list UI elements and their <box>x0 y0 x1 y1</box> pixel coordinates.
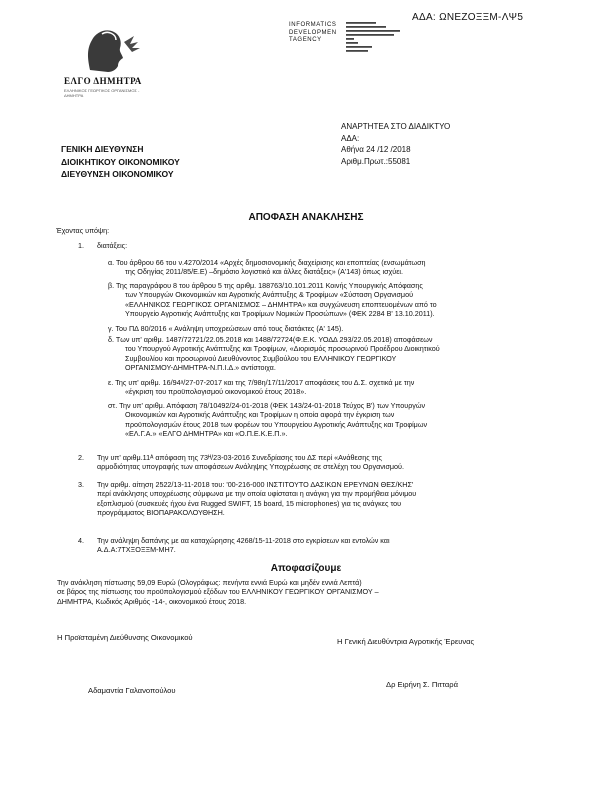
directorate-block <box>61 143 180 181</box>
clause-d <box>108 335 554 372</box>
decision-line: σε βάρος της πίστωσης του προϋπολογισμού εξόδων του ΕΛΛΗΝΙΚΟΥ ΓΕΩΡΓΙΚΟΥ ΟΡΓΑΝΙΣΜΟΥ – <box>57 587 379 597</box>
protocol-number: Αριθμ.Πρωτ.:55081 <box>341 156 411 166</box>
decision-line: Την ανάκληση πίστωσης 59,09 Ευρώ (Ολογράφως: πενήντα εννιά Ευρώ και μηδέν εννιά Λεπτά) <box>57 578 362 587</box>
directorate-line: ΔΙΟΙΚΗΤΙΚΟΥ ΟΙΚΟΝΟΜΙΚΟΥ <box>61 156 180 167</box>
decision-heading: Αποφασίζουμε <box>270 563 342 574</box>
item-number: 1. <box>78 241 84 250</box>
clause-a <box>108 258 554 277</box>
decision-text <box>57 578 557 606</box>
considering-heading: Έχοντας υπόψη: <box>56 226 110 235</box>
informatics-block <box>289 22 337 45</box>
clause-line: γ. Του ΠΔ 80/2016 « Ανάληψη υποχρεώσεων από τους διατάκτες (Α' 145). <box>108 324 344 333</box>
clause-b <box>108 281 554 318</box>
fineprint-lines-icon <box>346 22 402 56</box>
signatory-role-right: Η Γενική Διευθύντρια Αγροτικής Έρευνας <box>337 637 475 646</box>
item-number: 4. <box>78 536 84 545</box>
clause-e <box>108 378 554 397</box>
decision-line: ΔΗΜΗΤΡΑ, Κωδικός Αριθμός -14-, οικονομικού έτους 2018. <box>57 596 247 606</box>
clause-line: «ΕΛ.Γ.Α.» «ΕΛΓΟ ΔΗΜΗΤΡΑ» και «Ο.Π.Ε.Κ.Ε.Π.». <box>125 428 288 438</box>
clause-line: Υπουργείο Αγροτικής Ανάπτυξης και Τροφίμων Νομικών Προσώπων» (ΦΕΚ 2284 Β' 13.10.2011). <box>125 308 435 318</box>
signatory-name-right: Δρ Ειρήνη Σ. Πιτταρά <box>386 680 459 689</box>
publish-notice: ΑΝΑΡΤΗΤΕΑ ΣΤΟ ΔΙΑΔΙΚΤΥΟ <box>341 122 451 131</box>
item-line: εξοπλισμού (συσκευές ήχου ένα Rugged SWIFT, 15 board, 15 microphones) για τις ανάγκες του <box>97 498 402 508</box>
clause-line: α. Του άρθρου 66 του ν.4270/2014 «Αρχές δημοσιονομικής διαχείρισης και εποπτείας (ενσωμάτωση <box>108 258 426 267</box>
item-line: προγράμματος ΒΙΟΠΑΡΑΚΟΛΟΥΘΗΣΗ. <box>97 507 225 517</box>
publish-block <box>341 121 450 167</box>
clause-line: των Υπουργών Οικονομικών και Αγροτικής Ανάπτυξης & Τροφίμων «Σύσταση Οργανισμού <box>125 290 414 300</box>
ada-label: ΑΔΑ: <box>341 133 360 143</box>
signatory-name-left: Αδαμαντία Γαλανοπούλου <box>88 686 176 695</box>
item-line: Την υπ' αριθμ.11ᴬ απόφαση της 73ᴴ/23-03-2016 Συνεδρίασης του ΔΣ περί «Ανάθεσης της <box>97 453 382 462</box>
signatory-role-left: Η Προϊσταμένη Διεύθυνσης Οικονομικού <box>57 633 193 642</box>
clause-line: του Υπουργού Αγροτικής Ανάπτυξης και Τροφίμων, «Διορισμός προσωρινού Προέδρου Διοικητικού <box>125 344 440 354</box>
item-2 <box>97 453 555 472</box>
item-line: αρμοδιότητας υπογραφής των αποφάσεων Ανάληψης Υποχρέωσης σε στελέχη του Οργανισμού. <box>97 462 404 472</box>
clause-line: ε. Της υπ' αριθμ. 16/94ᵃ/27-07-2017 και της 7/98η/17/11/2017 αποφάσεις του Δ.Σ. σχετικά με την <box>108 378 415 387</box>
clause-line: της Οδηγίας 2011/85/Ε.Ε) –δημόσιο λογιστικό και άλλες διατάξεις» (Α'143) όπως ισχύει. <box>125 267 404 277</box>
clause-line: «ΕΛΛΗΝΙΚΟΣ ΓΕΩΡΓΙΚΟΣ ΟΡΓΑΝΙΣΜΟΣ – ΔΗΜΗΤΡΑ» και συγχώνευση εποπτευομένων από το <box>125 299 437 309</box>
logo-name: ΕΛΓΟ ΔΗΜΗΤΡΑ <box>64 76 142 86</box>
directorate-line: ΓΕΝΙΚΗ ΔΙΕΥΘΥΝΣΗ <box>61 144 144 154</box>
informatics-line: DEVELOPMEN <box>289 29 337 36</box>
clause-line: «έγκριση του προϋπολογισμού οικονομικού έτους 2018». <box>125 387 307 397</box>
informatics-line: TAGENCY <box>289 37 322 43</box>
item-line: περί ανάκλησης υποχρέωσης σύμφωνα με την οποία υφίσταται η ανάγκη για την προμήθεια μόνιμου <box>97 489 417 499</box>
document-title: ΑΠΟΦΑΣΗ ΑΝΑΚΛΗΣΗΣ <box>248 212 364 223</box>
clause-line: β. Της παραγράφου 8 του άρθρου 5 της αριθμ. 188763/10.101.2011 Κοινής Υπουργικής Απόφασης <box>108 281 423 290</box>
item-4 <box>97 536 555 555</box>
head-emblem-icon <box>62 20 152 76</box>
clause-line: Οικονομικών και Αγροτικής Ανάπτυξης και Τροφίμων η οποία αφορά την έγκριση των <box>125 410 395 420</box>
clause-g <box>108 324 554 333</box>
item-line: Α.Δ.Α:7ΤΧΞΟΞΞΜ-ΜΗ7. <box>97 545 176 555</box>
item-text: διατάξεις: <box>97 241 128 250</box>
agency-fineprint <box>346 22 402 58</box>
item-line: Την αριθμ. αίτηση 2522/13-11-2018 του: '00-216-000 ΙΝΣΤΙΤΟΥΤΟ ΔΑΣΙΚΩΝ ΕΡΕΥΝΩΝ ΘΕΣ/ΚΗΣ' <box>97 480 414 489</box>
item-line: Την ανάληψη δαπάνης με αα καταχώρησης 4268/15-11-2018 στο εγκρίσεων και εντολών και <box>97 536 390 545</box>
clause-line: Συμβουλίου και προσωρινού Διευθύνοντος Συμβούλου του ΕΛΛΗΝΙΚΟΥ ΓΕΩΡΓΙΚΟΥ <box>125 353 397 363</box>
clause-line: ΟΡΓΑΝΙΣΜΟΥ-ΔΗΜΗΤΡΑ-Ν.Π.Ι.Δ.» αντίστοιχα. <box>125 362 276 372</box>
clause-st <box>108 401 554 438</box>
item-3 <box>97 480 555 517</box>
ada-code: ΑΔΑ: ΩΝΕΖΟΞΞΜ-ΛΨ5 <box>412 12 524 23</box>
item-number: 2. <box>78 453 84 462</box>
clause-line: δ. Των υπ' αριθμ. 1487/72721/22.05.2018 και 1488/72724(Φ.Ε.Κ. ΥΟΔΔ 293/22.05.2018) αποφάσεων <box>108 335 433 344</box>
directorate-line: ΔΙΕΥΘΥΝΣΗ ΟΙΚΟΝΟΜΙΚΟΥ <box>61 169 174 179</box>
date: Αθήνα 24 /12 /2018 <box>341 145 411 154</box>
logo-subtitle: ΕΛΛΗΝΙΚΟΣ ΓΕΩΡΓΙΚΟΣ ΟΡΓΑΝΙΣΜΟΣ - ΔΗΜΗΤΡΑ <box>64 88 140 98</box>
item-number: 3. <box>78 480 84 489</box>
clause-line: στ. Την υπ' αριθμ. Απόφαση 78/10492/24-01-2018 (ΦΕΚ 143/24-01-2018 Τεύχος Β') των Υπουργών <box>108 401 426 410</box>
clause-line: προϋπολογισμών έτους 2018 των φορέων του Υπουργείου Αγροτικής Ανάπτυξης και Τροφίμων <box>125 419 428 429</box>
informatics-line: INFORMATICS <box>289 22 337 28</box>
